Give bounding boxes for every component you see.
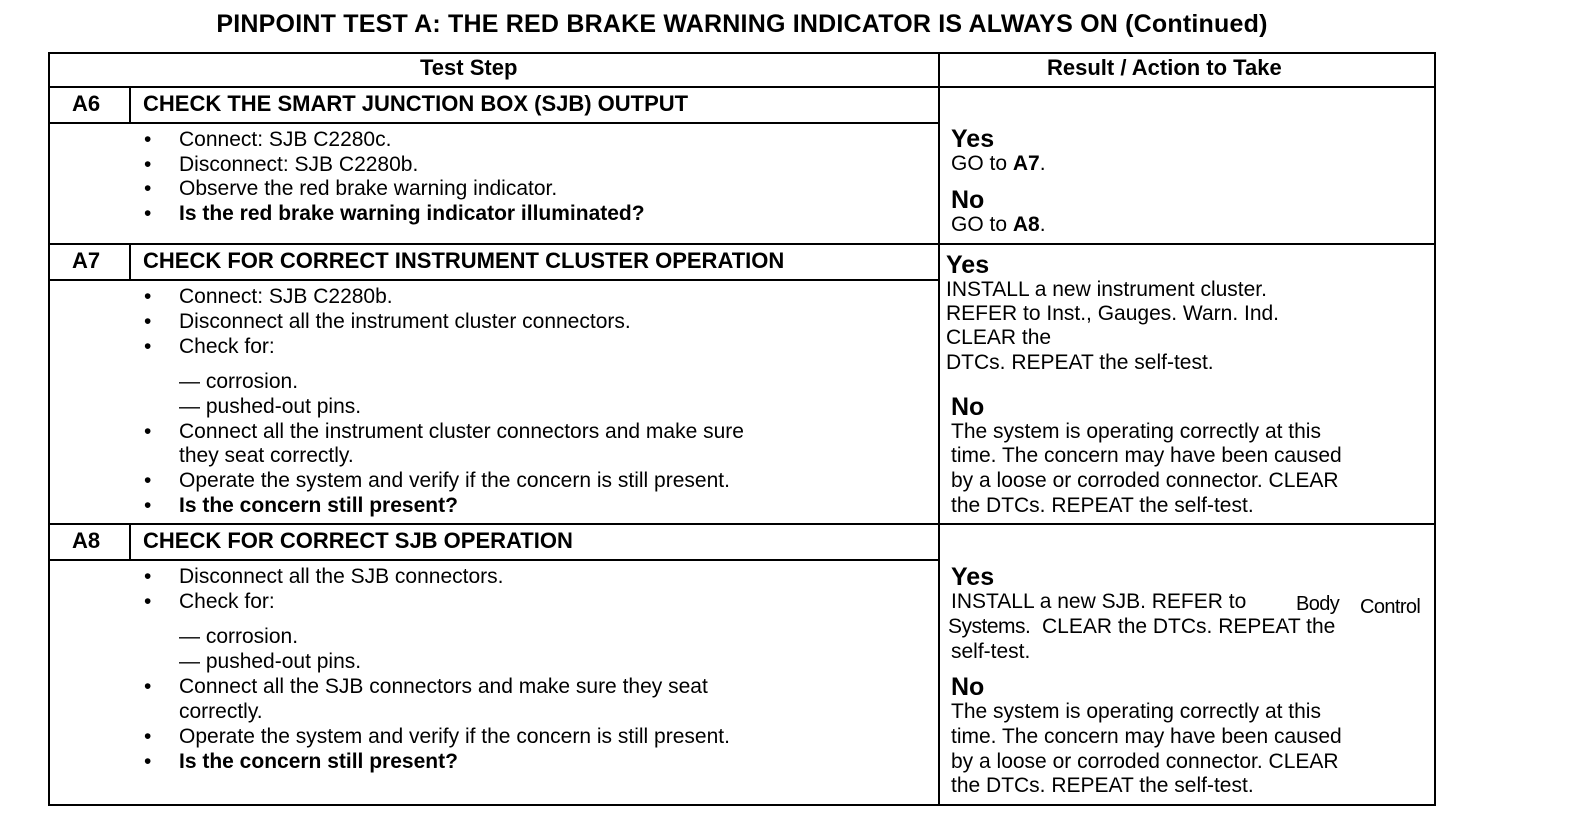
- check-subitem: — pushed-out pins.: [179, 650, 362, 673]
- no-action-line: by a loose or corroded connector. CLEAR: [951, 750, 1339, 773]
- table-header-divider: [48, 86, 1436, 88]
- step-id-a7: A7: [72, 248, 101, 273]
- column-divider: [938, 52, 940, 806]
- bullet-icon: •: [144, 335, 152, 358]
- step-question: Is the concern still present?: [179, 494, 458, 517]
- id-divider-a6: [129, 87, 131, 123]
- step-item: Connect all the SJB connectors and make sure they seat: [179, 675, 708, 698]
- id-divider-a8: [129, 524, 131, 560]
- step-heading-divider-a8: [48, 559, 939, 561]
- yes-label-a8: Yes: [951, 563, 995, 591]
- step-item: Operate the system and verify if the concern is still present.: [179, 469, 730, 492]
- bullet-icon: •: [144, 420, 152, 443]
- yes-action-line: self-test.: [951, 640, 1031, 663]
- document-title: PINPOINT TEST A: THE RED BRAKE WARNING INDICATOR IS ALWAYS ON (Continued): [216, 10, 1268, 38]
- bullet-icon: •: [144, 153, 152, 176]
- step-heading-a6: CHECK THE SMART JUNCTION BOX (SJB) OUTPUT: [143, 91, 689, 116]
- yes-action-line: DTCs. REPEAT the self-test.: [946, 351, 1214, 374]
- yes-action-reference: Control: [1360, 596, 1421, 618]
- yes-action-a6: GO to A7.: [951, 152, 1046, 175]
- step-item: Check for:: [179, 590, 275, 613]
- table-border-top: [48, 52, 1436, 54]
- bullet-icon: •: [144, 565, 152, 588]
- yes-action-line: CLEAR the DTCs. REPEAT the: [1042, 615, 1336, 638]
- column-header-result: Result / Action to Take: [1047, 55, 1282, 80]
- yes-label-a7: Yes: [946, 251, 990, 279]
- goto-link-a7[interactable]: A7: [1012, 152, 1040, 175]
- bullet-icon: •: [144, 494, 152, 517]
- no-action-line: The system is operating correctly at this: [951, 420, 1321, 443]
- step-id-a6: A6: [72, 91, 101, 116]
- no-action-line: the DTCs. REPEAT the self-test.: [951, 494, 1254, 517]
- bullet-icon: •: [144, 675, 152, 698]
- yes-action-reference: Body: [1296, 593, 1340, 615]
- bullet-icon: •: [144, 750, 152, 773]
- bullet-icon: •: [144, 310, 152, 333]
- check-subitem: — pushed-out pins.: [179, 395, 362, 418]
- yes-label-a6: Yes: [951, 125, 995, 153]
- step-item: Check for:: [179, 335, 275, 358]
- id-divider-a7: [129, 244, 131, 280]
- step-item-continued: they seat correctly.: [179, 444, 354, 467]
- yes-action-line: CLEAR the: [946, 326, 1052, 349]
- step-item: Disconnect: SJB C2280b.: [179, 153, 419, 176]
- step-item: Connect: SJB C2280c.: [179, 128, 392, 151]
- step-heading-a8: CHECK FOR CORRECT SJB OPERATION: [143, 528, 573, 553]
- table-border-left: [48, 52, 50, 806]
- row-divider-a8: [48, 523, 1436, 525]
- yes-action-line: INSTALL a new instrument cluster.: [946, 278, 1267, 301]
- bullet-icon: •: [144, 590, 152, 613]
- bullet-icon: •: [144, 469, 152, 492]
- no-label-a7: No: [951, 393, 985, 421]
- row-divider-a7: [48, 243, 1436, 245]
- step-item: Observe the red brake warning indicator.: [179, 177, 558, 200]
- step-item: Disconnect all the instrument cluster connectors.: [179, 310, 631, 333]
- no-action-line: time. The concern may have been caused: [951, 444, 1342, 467]
- bullet-icon: •: [144, 177, 152, 200]
- bullet-icon: •: [144, 202, 152, 225]
- step-item: Connect: SJB C2280b.: [179, 285, 393, 308]
- step-heading-divider-a6: [48, 122, 939, 124]
- bullet-icon: •: [144, 128, 152, 151]
- step-item-continued: correctly.: [179, 700, 263, 723]
- step-heading-a7: CHECK FOR CORRECT INSTRUMENT CLUSTER OPERATION: [143, 248, 785, 273]
- yes-action-reference: Systems.: [948, 615, 1031, 638]
- yes-action-line: INSTALL a new SJB. REFER to: [951, 590, 1247, 613]
- no-action-line: the DTCs. REPEAT the self-test.: [951, 774, 1254, 797]
- no-action-line: time. The concern may have been caused: [951, 725, 1342, 748]
- check-subitem: — corrosion.: [179, 625, 299, 648]
- bullet-icon: •: [144, 725, 152, 748]
- step-item: Disconnect all the SJB connectors.: [179, 565, 504, 588]
- step-question: Is the concern still present?: [179, 750, 458, 773]
- step-id-a8: A8: [72, 528, 101, 553]
- table-border-right: [1434, 52, 1436, 806]
- step-item: Connect all the instrument cluster connectors and make sure: [179, 420, 744, 443]
- no-action-line: The system is operating correctly at this: [951, 700, 1321, 723]
- check-subitem: — corrosion.: [179, 370, 299, 393]
- step-item: Operate the system and verify if the concern is still present.: [179, 725, 730, 748]
- column-header-test-step: Test Step: [420, 55, 518, 80]
- table-border-bottom: [48, 804, 1436, 806]
- no-action-a6: GO to A8.: [951, 213, 1046, 236]
- bullet-icon: •: [144, 285, 152, 308]
- no-label-a8: No: [951, 673, 985, 701]
- step-heading-divider-a7: [48, 279, 939, 281]
- yes-action-line: REFER to Inst., Gauges. Warn. Ind.: [946, 302, 1280, 325]
- no-label-a6: No: [951, 186, 985, 214]
- no-action-line: by a loose or corroded connector. CLEAR: [951, 469, 1339, 492]
- goto-link-a8[interactable]: A8: [1012, 213, 1040, 236]
- step-question: Is the red brake warning indicator illuminated?: [179, 202, 645, 225]
